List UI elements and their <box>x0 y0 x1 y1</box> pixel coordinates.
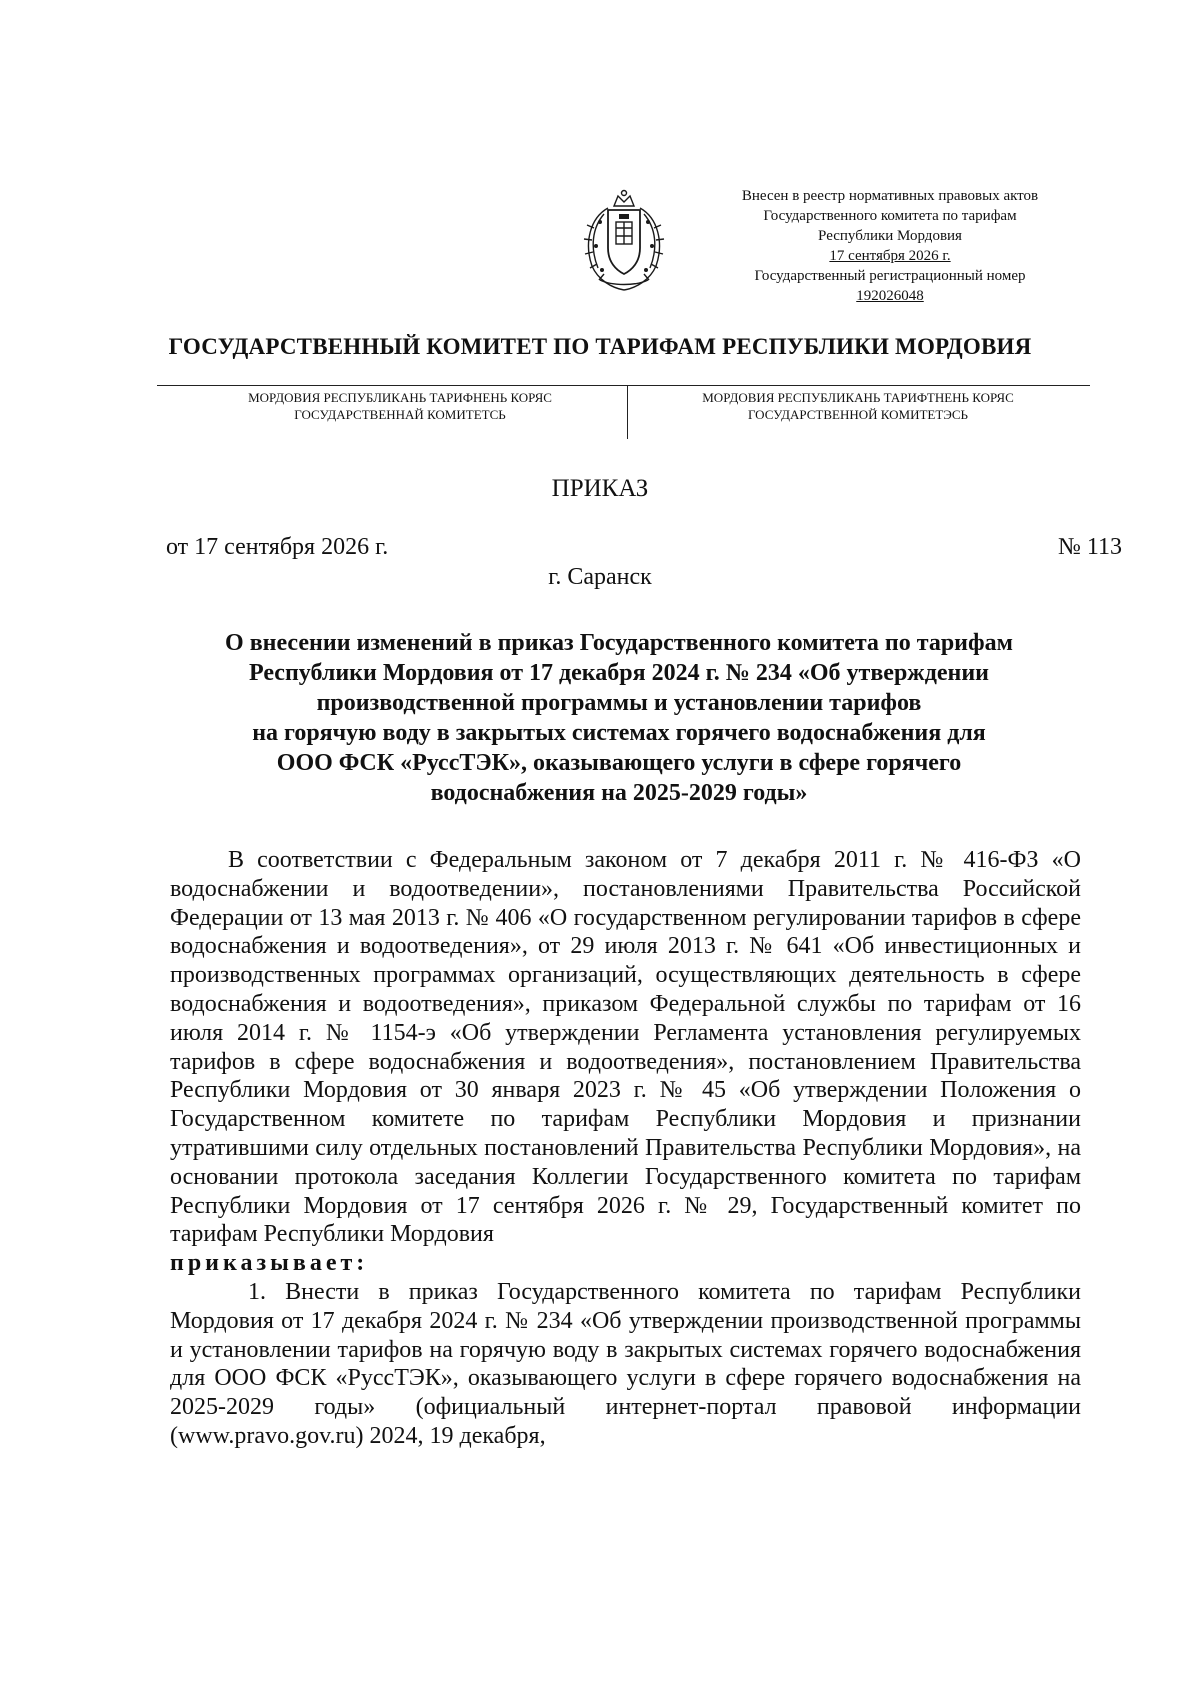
committee-name-line: ГОСУДАРСТВЕННАЙ КОМИТЕТСЬ <box>294 407 506 422</box>
header-vertical-divider <box>627 386 628 439</box>
document-number: № 113 <box>1057 534 1122 560</box>
committee-name-erzya <box>638 389 1078 423</box>
order-item-1: 1. Внести в приказ Государственного комитета по тарифам Республики Мордовия от 17 декабря 2024 г. № 234 «Об утверждении производственной программы и установлении тарифов на горячую воду в закрытых системах горячего водоснабжения для ООО ФСК «РуссТЭК», оказывающего услуги в сфере горячего водоснабжения на 2025-2029 годы» (официальный интернет-портал правовой информации (www.pravo.gov.ru) 2024, 19 декабря, <box>170 1278 1081 1449</box>
registry-line: Государственного комитета по тарифам <box>763 208 1017 224</box>
order-word: приказывает: <box>170 1250 369 1277</box>
committee-title: ГОСУДАРСТВЕННЫЙ КОМИТЕТ ПО ТАРИФАМ РЕСПУБЛИКИ МОРДОВИЯ <box>168 334 1032 359</box>
document-city: г. Саранск <box>548 564 652 590</box>
order-word-paragraph <box>170 1249 1081 1278</box>
committee-name-line: ГОСУДАРСТВЕННОЙ КОМИТЕТЭСЬ <box>747 407 969 422</box>
registry-stamp <box>700 186 1080 306</box>
registry-line: Государственный регистрационный номер <box>754 268 1026 284</box>
registry-number: 192026048 <box>856 288 924 304</box>
registry-line: Республики Мордовия <box>818 228 962 244</box>
document-subject <box>150 628 1088 808</box>
document-date: от 17 сентября 2026 г. <box>166 534 389 560</box>
header-divider <box>157 385 1090 386</box>
document-body <box>170 846 1081 1451</box>
preamble-paragraph: В соответствии с Федеральным законом от 7 декабря 2011 г. № 416-ФЗ «О водоснабжении и водоотведении», постановлениями Правительства Российской Федерации от 13 мая 2013 г. № 406 «О государственном регулировании тарифов в сфере водоснабжения и водоотведения», от 29 июля 2013 г. № 641 «Об инвестиционных и производственных программах организаций, осуществляющих деятельность в сфере водоснабжения и водоотведения», приказом Федеральной службы по тарифам от 16 июля 2014 г. № 1154-э «Об утверждении Регламента установления регулируемых тарифов в сфере водоснабжения и водоотведения», постановлением Правительства Республики Мордовия от 30 января 2023 г. № 45 «Об утверждении Положения о Государственном комитете по тарифам Республики Мордовия и признании утратившими силу отдельных постановлений Правительства Республики Мордовия», на основании протокола заседания Коллегии Государственного комитета по тарифам Республики Мордовия от 17 сентября 2026 г. № 29, Государственный комитет по тарифам Республики Мордовия <box>170 847 1081 1248</box>
subject-line: на горячую воду в закрытых системах горячего водоснабжения для <box>252 720 986 746</box>
subject-line: О внесении изменений в приказ Государственного комитета по тарифам <box>225 630 1013 656</box>
subject-line: производственной программы и установлении тарифов <box>316 690 922 716</box>
document-type: ПРИКАЗ <box>551 475 649 502</box>
committee-name-line: МОРДОВИЯ РЕСПУБЛИКАНЬ ТАРИФТНЕНЬ КОРЯС <box>702 390 1014 405</box>
coat-of-arms-emblem <box>578 188 670 294</box>
registry-date: 17 сентября 2026 г. <box>829 248 951 264</box>
committee-name-moksha <box>180 389 620 423</box>
registry-line: Внесен в реестр нормативных правовых актов <box>741 188 1039 204</box>
committee-name-line: МОРДОВИЯ РЕСПУБЛИКАНЬ ТАРИФНЕНЬ КОРЯС <box>248 390 552 405</box>
subject-line: ООО ФСК «РуссТЭК», оказывающего услуги в сфере горячего <box>276 750 962 776</box>
subject-line: Республики Мордовия от 17 декабря 2024 г. № 234 «Об утверждении <box>249 660 989 686</box>
subject-line: водоснабжения на 2025-2029 годы» <box>430 780 808 806</box>
